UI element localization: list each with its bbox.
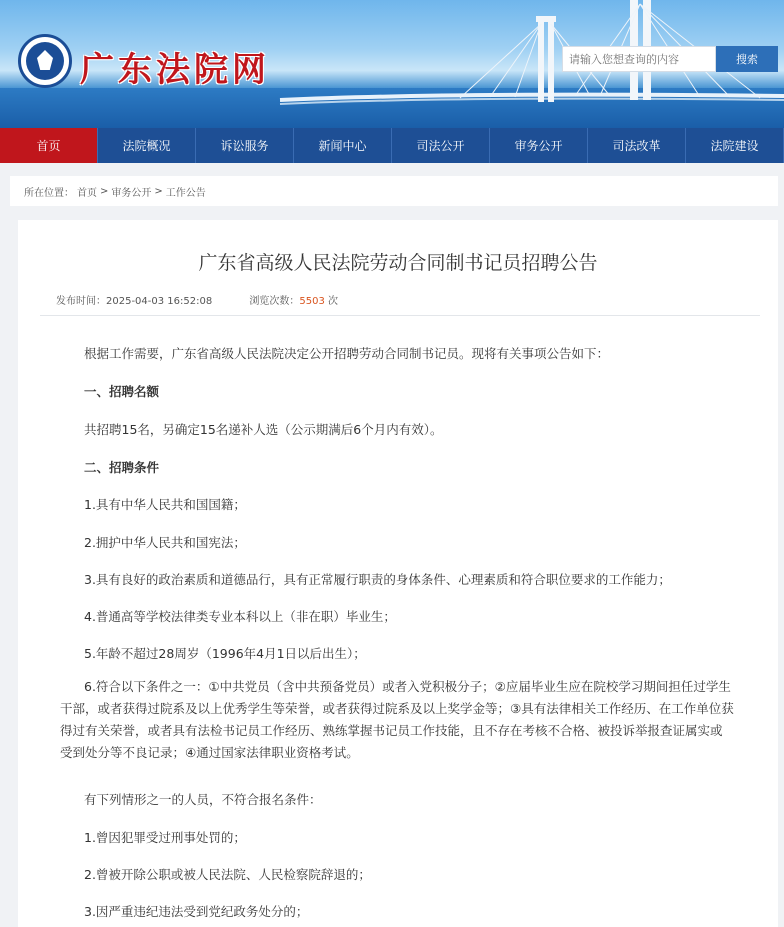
nav-item-news-center[interactable]: 新闻中心 [294,128,392,163]
site-name[interactable]: 广东法院网 [80,50,270,90]
paragraph: 5.年龄不超过28周岁（1996年4月1日以后出生）； [84,646,366,661]
nav-item-litigation-service[interactable]: 诉讼服务 [196,128,294,163]
paragraph: 2.拥护中华人民共和国宪法； [84,535,246,550]
section-heading: 一、招聘名额 [84,384,160,399]
paragraph: 共招聘15名，另确定15名递补人选（公示期满后6个月内有效）。 [84,422,443,437]
nav-item-judicial-disclosure[interactable]: 司法公开 [392,128,490,163]
breadcrumb-prefix: 所在位置： [24,187,74,199]
article-meta [56,292,338,307]
search-button[interactable]: 搜索 [716,46,778,72]
paragraph: 6.符合以下条件之一：①中共党员（含中共预备党员）或者入党积极分子；②应届毕业生应在院校学习期间担任过学生干部，或者获得过院系及以上优秀学生等荣誉，或者获得过院系及以上奖学金等；③具有法律相关工作经历、在工作单位获得过有关荣誉，或者具有法检书记员工作经历、熟练掌握书记员工作技能，且不存在考核不合格、被投诉举报查证属实或受到处分等不良记录；④通过国家法律职业资格考试。 [60,679,734,760]
breadcrumb-announcements[interactable]: 工作公告 [165,187,206,199]
paragraph: 2.曾被开除公职或被人民法院、人民检察院辞退的； [84,867,371,882]
divider [40,315,760,316]
breadcrumb-home[interactable]: 首页 [77,187,97,199]
intro-paragraph: 根据工作需要，广东省高级人民法院决定公开招聘劳动合同制书记员。现将有关事项公告如下： [84,346,610,361]
breadcrumb-separator: > [100,185,109,197]
paragraph: 3.具有良好的政治素质和道德品行，具有正常履行职责的身体条件、心理素质和符合职位要求的工作能力； [84,572,671,587]
views-label: 浏览次数： [249,296,300,307]
paragraph: 1.具有中华人民共和国国籍； [84,497,246,512]
nav-item-judicial-reform[interactable]: 司法改革 [588,128,686,163]
article-title: 广东省高级人民法院劳动合同制书记员招聘公告 [198,252,598,274]
paragraph: 4.普通高等学校法律类专业本科以上（非在职）毕业生； [84,609,396,624]
paragraph: 1.曾因犯罪受过刑事处罚的； [84,830,246,845]
breadcrumb-affairs[interactable]: 审务公开 [111,187,152,199]
breadcrumb-separator: > [154,185,163,197]
paragraph: 3.因严重违纪违法受到党纪政务处分的； [84,904,309,919]
views-count: 5503 [299,296,325,307]
article-container [18,220,778,927]
section-heading: 二、招聘条件 [84,460,160,475]
court-emblem-icon[interactable] [18,34,72,88]
main-nav [0,128,784,163]
publish-time: 2025-04-03 16:52:08 [106,296,213,307]
breadcrumb [10,176,778,206]
search-input[interactable] [562,46,716,72]
publish-label: 发布时间： [56,296,106,307]
nav-item-court-building[interactable]: 法院建设 [686,128,784,163]
views-unit: 次 [328,296,339,307]
site-header [0,0,784,128]
paragraph: 有下列情形之一的人员，不符合报名条件： [84,792,322,807]
nav-item-affairs-disclosure[interactable]: 审务公开 [490,128,588,163]
nav-item-home[interactable]: 首页 [0,128,98,163]
nav-item-court-overview[interactable]: 法院概况 [98,128,196,163]
